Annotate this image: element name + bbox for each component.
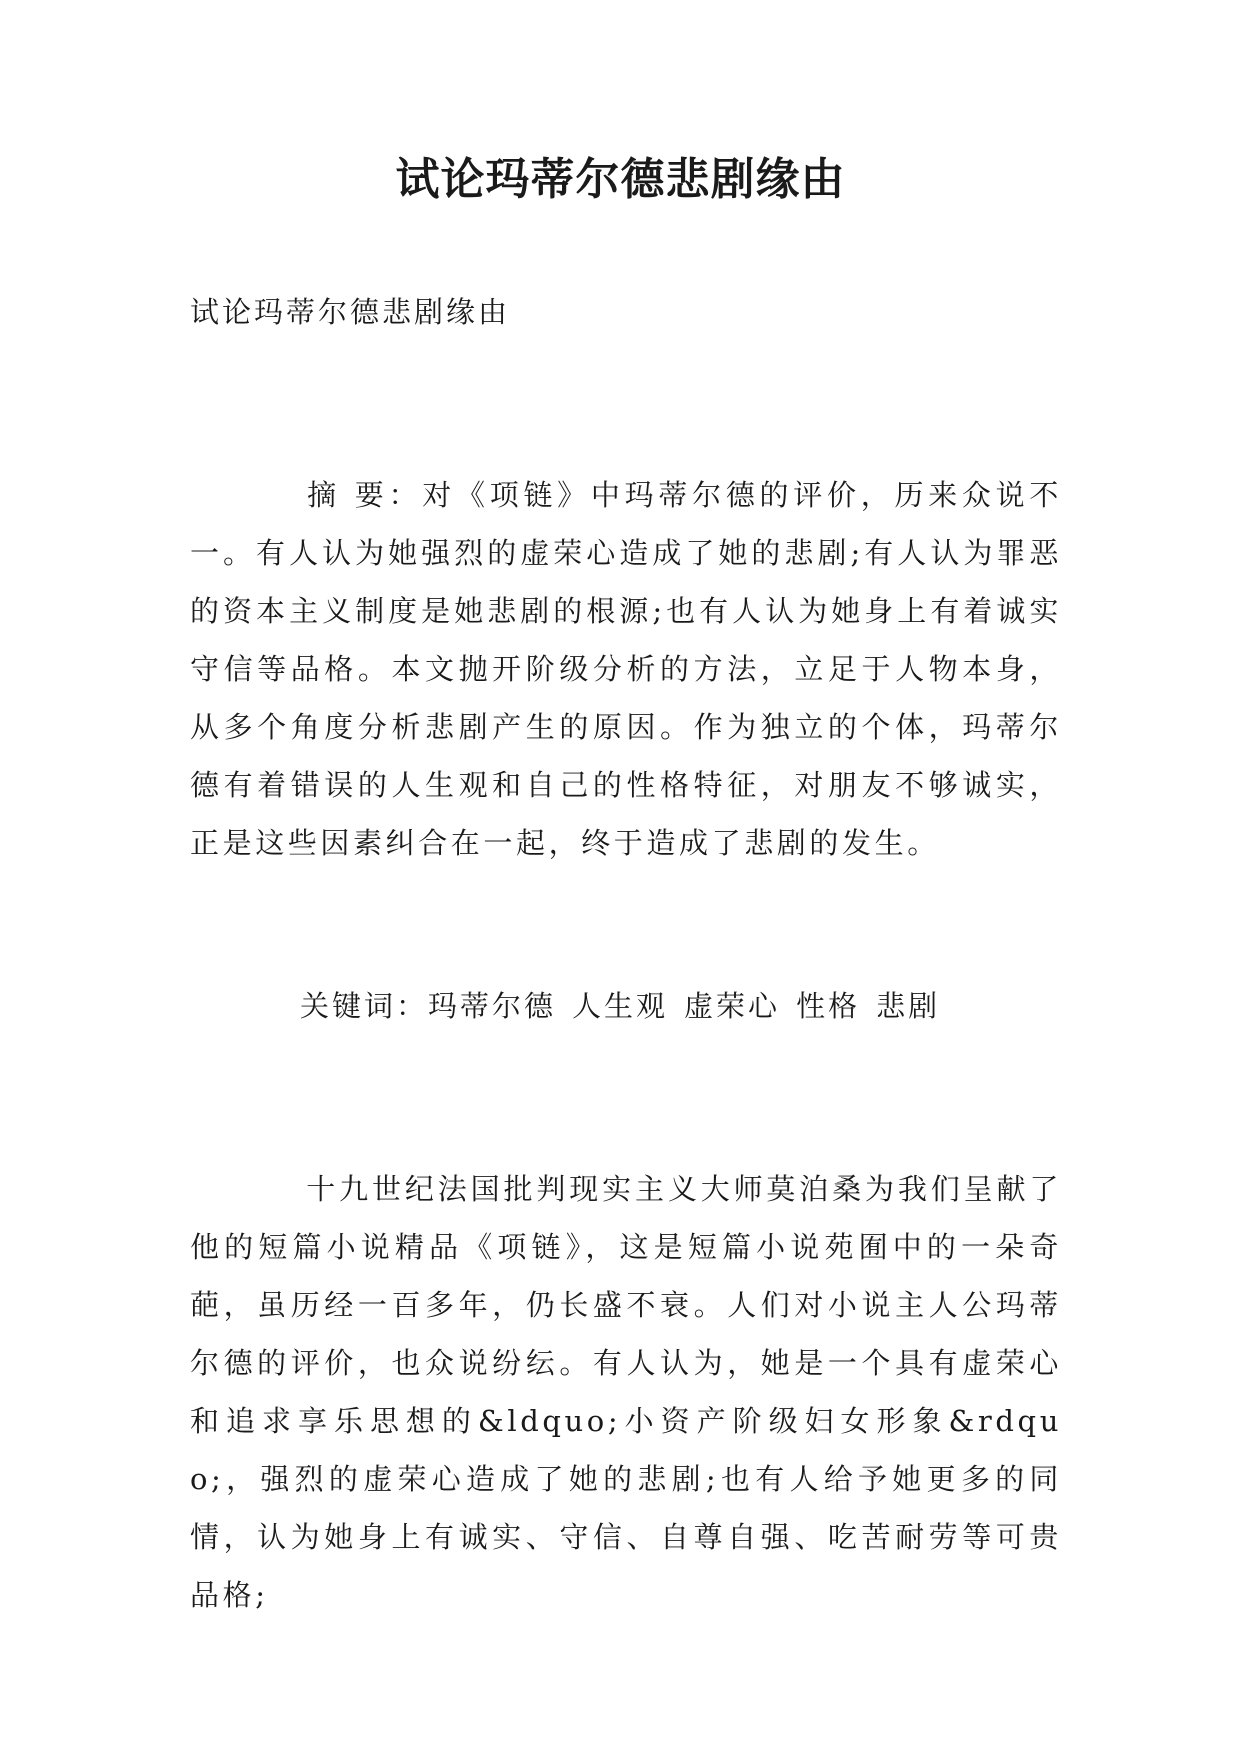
- abstract-text: 对《项链》中玛蒂尔德的评价，历来众说不一。有人认为她强烈的虚荣心造成了她的悲剧;有人认为罪恶的资本主义制度是她悲剧的根源;也有人认为她身上有着诚实守信等品格。本文抛开阶级分析的方法，立足于人物本身，从多个角度分析悲剧产生的原因。作为独立的个体，玛蒂尔德有着错误的人生观和自己的性格特征，对朋友不够诚实，正是这些因素纠合在一起，终于造成了悲剧的发生。: [190, 478, 1062, 860]
- keyword-item: 玛蒂尔德: [428, 989, 557, 1023]
- body-paragraph-text: 十九世纪法国批判现实主义大师莫泊桑为我们呈献了他的短篇小说精品《项链》，这是短篇小说苑囿中的一朵奇葩，虽历经一百多年，仍长盛不衰。人们对小说主人公玛蒂尔德的评价，也众说纷纭。有人认为，她是一个具有虚荣心和追求享乐思想的&ldquo;小资产阶级妇女形象&rdquo;，强烈的虚荣心造成了她的悲剧;也有人给予她更多的同情，认为她身上有诚实、守信、自尊自强、吃苦耐劳等可贵品格;: [190, 1172, 1062, 1612]
- keywords-label: 关键词：: [300, 989, 429, 1023]
- body-paragraph: [190, 1160, 1062, 1624]
- abstract-paragraph: [190, 466, 1062, 872]
- keyword-item: 人生观: [572, 989, 669, 1023]
- keyword-item: 性格: [796, 989, 861, 1023]
- keyword-item: 虚荣心: [684, 989, 781, 1023]
- abstract-label: 摘 要：: [306, 478, 423, 512]
- document-subtitle: 试论玛蒂尔德悲剧缘由: [190, 295, 511, 329]
- keywords-line: [300, 986, 940, 1026]
- document-title: 试论玛蒂尔德悲剧缘由: [395, 154, 846, 205]
- keyword-item: 悲剧: [876, 989, 941, 1023]
